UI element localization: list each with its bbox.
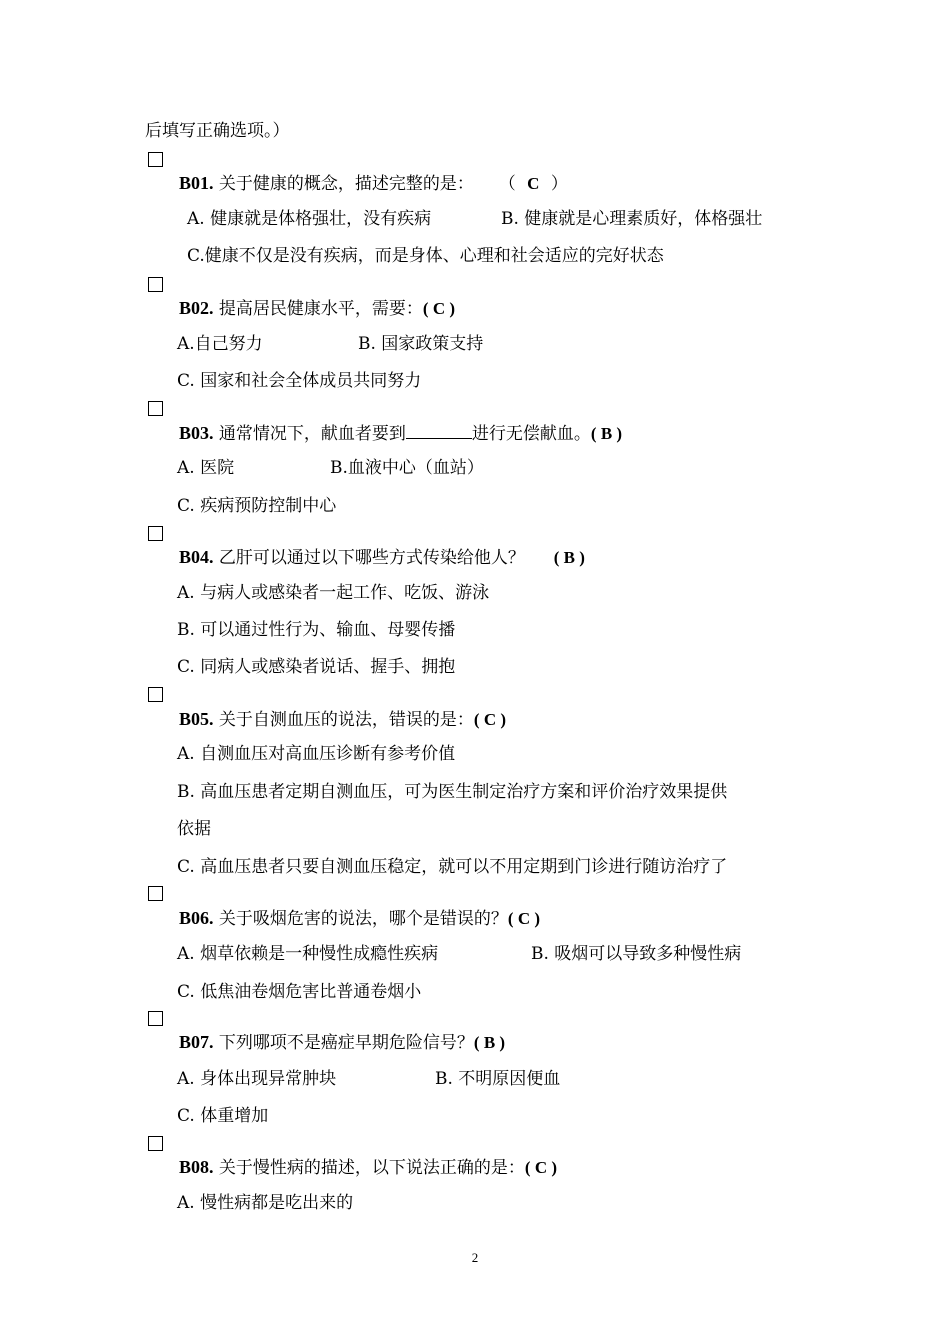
intro-text: 后填写正确选项。） [145,121,290,141]
option-b: B. 吸烟可以导致多种慢性病 [531,944,742,964]
question-number: B05. [179,709,214,729]
question-number: B07. [179,1032,214,1052]
option-a: A.自己努力 [177,334,263,354]
fill-in-blank [406,422,472,439]
answer-letter: C [527,174,540,193]
checkbox-b01[interactable] [148,152,163,167]
page-number: 2 [471,1250,479,1265]
checkbox-b03[interactable] [148,401,163,416]
option-c: C. 国家和社会全体成员共同努力 [177,371,422,391]
option-c: C. 高血压患者只要自测血压稳定，就可以不用定期到门诊进行随访治疗了 [177,857,728,877]
option-a: A. 慢性病都是吃出来的 [177,1193,354,1213]
question-b07 [179,1031,505,1054]
checkbox-b05[interactable] [148,687,163,702]
option-c: C. 低焦油卷烟危害比普通卷烟小 [177,982,422,1002]
answer-letter: ( B ) [553,548,585,567]
option-b: B. 国家政策支持 [358,334,484,354]
answer-open: （ [498,174,516,194]
option-b: B. 不明原因便血 [435,1069,561,1089]
option-c: C. 同病人或感染者说话、握手、拥抱 [177,657,456,677]
option-b: B. 可以通过性行为、输血、母婴传播 [177,620,456,640]
question-number: B08. [179,1157,214,1177]
question-stem: 关于健康的概念，描述完整的是： [218,174,474,194]
question-number: B04. [179,547,214,567]
question-b02 [179,297,455,320]
checkbox-b07[interactable] [148,1011,163,1026]
question-b05 [179,708,506,731]
question-b06 [179,907,540,930]
question-b04 [179,546,585,569]
checkbox-b06[interactable] [148,886,163,901]
question-stem: 关于自测血压的说法，错误的是： [218,710,474,730]
option-b: B.血液中心（血站） [330,458,484,478]
question-stem: 关于吸烟危害的说法，哪个是错误的？ [218,909,508,929]
question-stem: 提高居民健康水平，需要： [218,299,423,319]
question-b03 [179,422,622,445]
checkbox-b04[interactable] [148,526,163,541]
option-c: C.健康不仅是没有疾病，而是身体、心理和社会适应的完好状态 [187,246,664,266]
option-a: A. 身体出现异常肿块 [177,1069,337,1089]
checkbox-b08[interactable] [148,1136,163,1151]
question-number: B01. [179,173,214,193]
question-number: B06. [179,908,214,928]
answer-letter: ( C ) [422,299,456,318]
question-b01 [179,172,568,195]
option-b: B. 健康就是心理素质好，体格强壮 [501,209,763,229]
option-b-continued: 依据 [177,819,211,839]
option-a: A. 自测血压对高血压诊断有参考价值 [177,744,456,764]
checkbox-b02[interactable] [148,277,163,292]
option-a: A. 健康就是体格强壮，没有疾病 [187,209,432,229]
answer-letter: ( B ) [473,1033,506,1052]
question-stem: 通常情况下，献血者要到 [218,424,406,444]
option-a: A. 烟草依赖是一种慢性成瘾性疾病 [177,944,439,964]
option-c: C. 疾病预防控制中心 [177,496,337,516]
answer-letter: ( B ) [590,424,623,443]
option-c: C. 体重增加 [177,1106,269,1126]
question-stem: 下列哪项不是癌症早期危险信号？ [218,1033,474,1053]
answer-letter: ( C ) [524,1158,558,1177]
option-b: B. 高血压患者定期自测血压，可为医生制定治疗方案和评价治疗效果提供 [177,782,728,802]
answer-letter: ( C ) [473,710,507,729]
question-number: B03. [179,423,214,443]
question-stem: 乙肝可以通过以下哪些方式传染给他人？ [218,548,525,568]
question-stem: 关于慢性病的描述，以下说法正确的是： [218,1158,525,1178]
option-a: A. 医院 [177,458,235,478]
answer-letter: ( C ) [507,909,541,928]
answer-close: ） [550,174,568,194]
option-a: A. 与病人或感染者一起工作、吃饭、游泳 [177,583,490,603]
question-number: B02. [179,298,214,318]
question-stem-end: 进行无偿献血。 [471,424,591,444]
question-b08 [179,1156,557,1179]
